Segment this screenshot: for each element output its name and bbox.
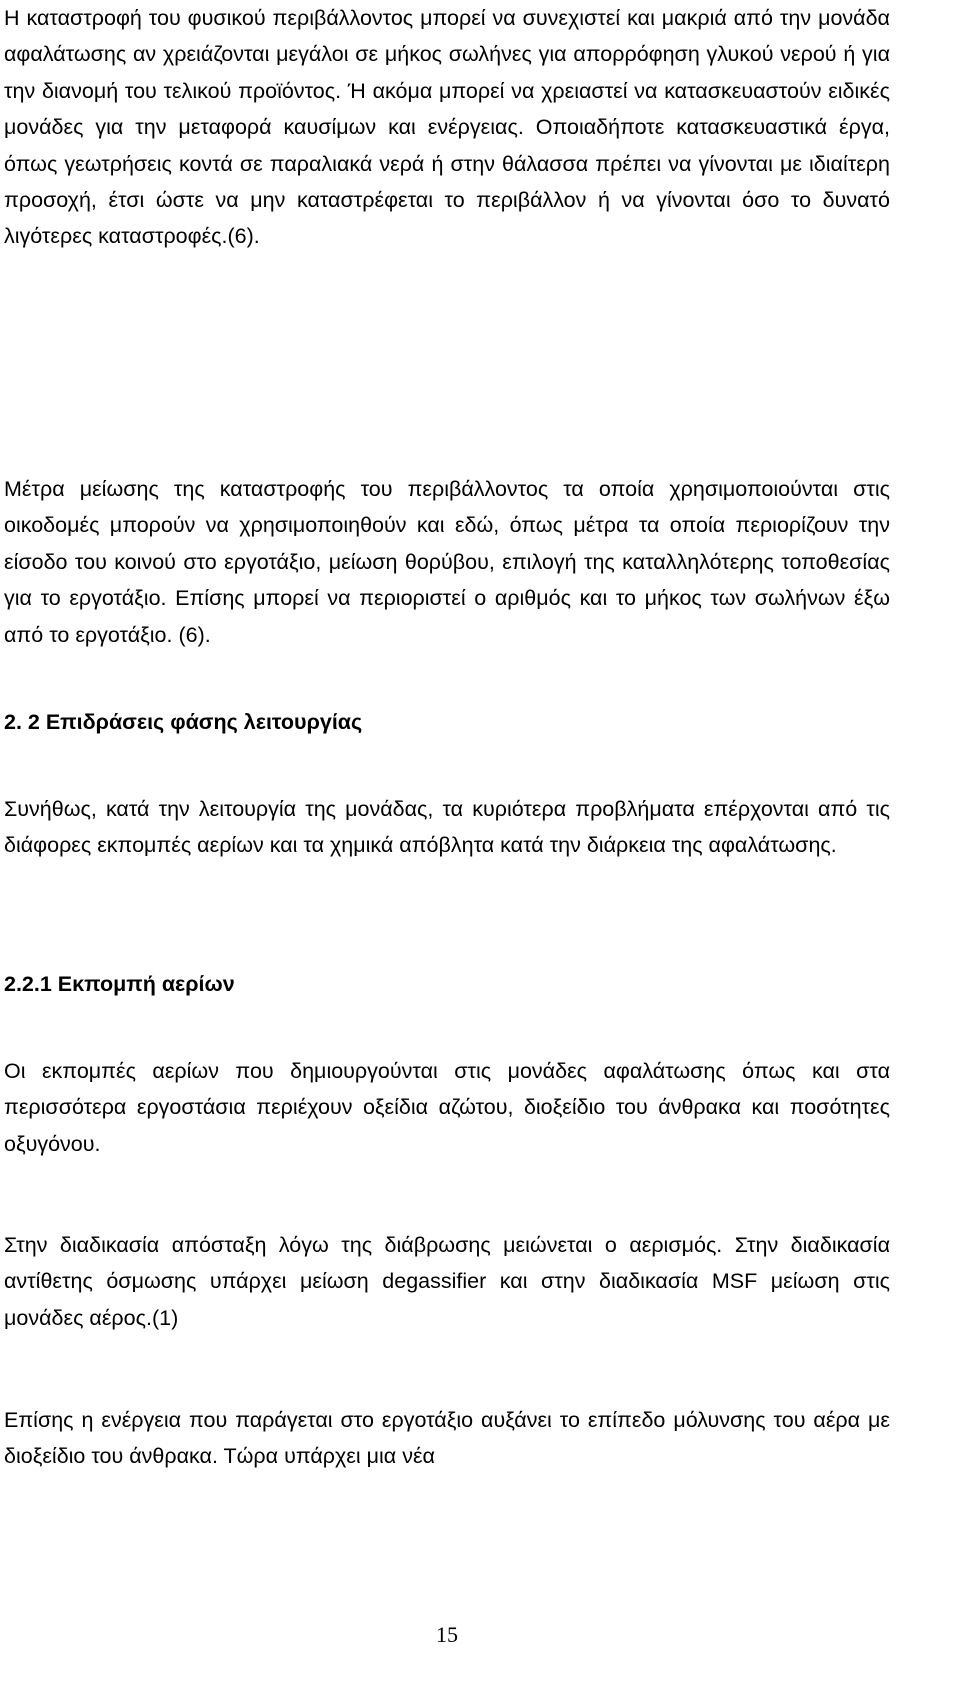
paragraph-environmental-damage: Η καταστροφή του φυσικού περιβάλλοντος μπορεί να συνεχιστεί και μακριά από την μονάδα αφαλάτωσης αν χρειάζονται μεγάλοι σε μήκος σωλήνες για απορρόφηση γλυκού νερού ή για την διανομή του τελικού προϊόντος. Ή ακόμα μπορεί να χρειαστεί να κατασκευαστούν ειδικές μονάδες για την μεταφορά καυσίμων και ενέργειας. Οποιαδήποτε κατασκευαστικά έργα, όπως γεωτρήσεις κοντά σε παραλιακά νερά ή στην θάλασσα πρέπει να γίνονται με ιδιαίτερη προσοχή, έτσι ώστε να μην καταστρέφεται το περιβάλλον ή να γίνονται όσο το δυνατό λιγότερες καταστροφές.(6).: [4, 6, 890, 249]
paragraph-emissions-content: Οι εκπομπές αερίων που δημιουργούνται στις μονάδες αφαλάτωσης όπως και στα περισσότερα εργοστάσια περιέχουν οξείδια αζώτου, διοξείδιο του άνθρακα και ποσότητες οξυγόνου.: [4, 1059, 890, 1156]
paragraph-aeration: Στην διαδικασία απόσταξη λόγω της διάβρωσης μειώνεται ο αερισμός. Στην διαδικασία αντίθετης όσμωσης υπάρχει μείωση degassifier και στην διαδικασία MSF μείωση στις μονάδες αέρος.(1): [4, 1233, 890, 1330]
paragraph-operation-problems: Συνήθως, κατά την λειτουργία της μονάδας, τα κυριότερα προβλήματα επέρχονται από τις διάφορες εκπομπές αερίων και τα χημικά απόβλητα κατά την διάρκεια της αφαλάτωσης.: [4, 797, 890, 858]
heading-gas-emissions: 2.2.1 Εκπομπή αερίων: [4, 972, 235, 996]
paragraph-energy-pollution: Επίσης η ενέργεια που παράγεται στο εργοτάξιο αυξάνει το επίπεδο μόλυνσης του αέρα με διοξείδιο του άνθρακα. Τώρα υπάρχει μια νέα: [4, 1408, 890, 1469]
paragraph-mitigation-measures: Μέτρα μείωσης της καταστροφής του περιβάλλοντος τα οποία χρησιμοποιούνται στις οικοδομές μπορούν να χρησιμοποιηθούν και εδώ, όπως μέτρα τα οποία περιορίζουν την είσοδο του κοινού στο εργοτάξιο, μείωση θορύβου, επιλογή της καταλληλότερης τοποθεσίας για το εργοτάξιο. Επίσης μπορεί να περιοριστεί ο αριθμός και το μήκος των σωλήνων έξω από το εργοτάξιο. (6).: [4, 477, 890, 647]
page-number: 15: [436, 1622, 458, 1647]
heading-operation-effects: 2. 2 Επιδράσεις φάσης λειτουργίας: [4, 710, 363, 734]
